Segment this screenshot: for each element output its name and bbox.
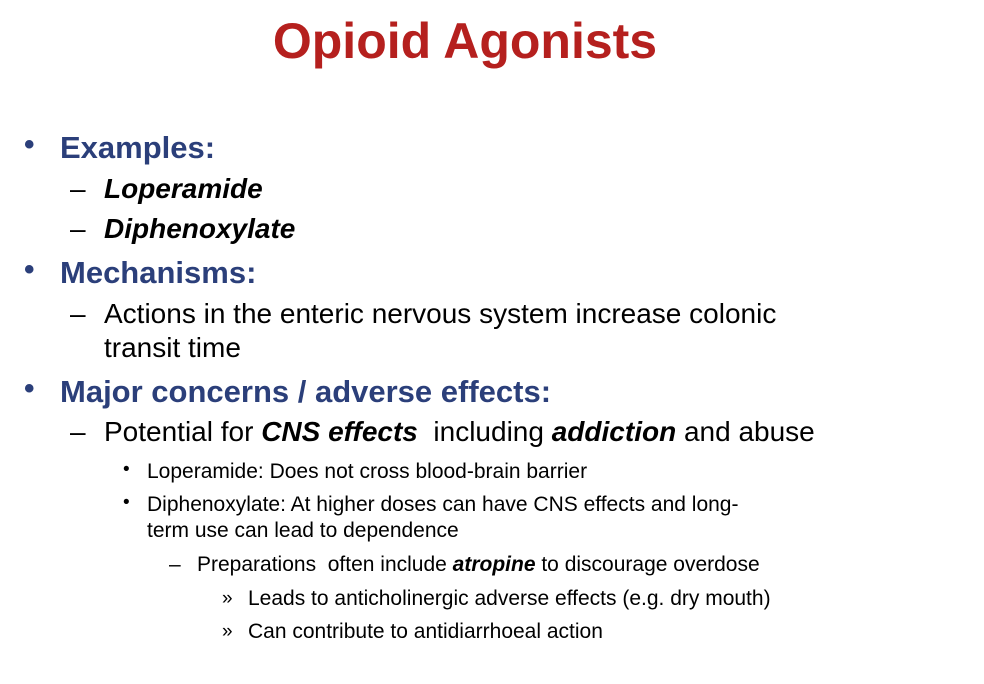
dash-icon: – <box>70 213 86 244</box>
bullet-icon: • <box>123 492 130 513</box>
potential-suffix: and abuse <box>676 416 815 447</box>
atropine-emphasis: atropine <box>452 553 536 576</box>
examples-heading: Examples: <box>60 130 216 165</box>
preparations-line <box>169 553 760 577</box>
concerns-heading-row <box>24 372 552 410</box>
mechanism-line-2: transit time <box>104 332 241 363</box>
loperamide-text: Loperamide: Does not cross blood-brain barrier <box>147 460 588 483</box>
example-loperamide: Loperamide <box>104 173 263 204</box>
chevron-double-right-icon: » <box>222 621 233 642</box>
examples-heading-row <box>24 128 216 166</box>
preparations-suffix: to discourage overdose <box>535 553 760 576</box>
list-item <box>70 173 263 205</box>
diphenoxylate-bullet <box>123 492 739 517</box>
sub-item-1 <box>222 587 771 611</box>
preparations-prefix: Preparations often include <box>197 553 453 576</box>
dash-icon: – <box>169 553 181 576</box>
sub-item-2 <box>222 620 603 644</box>
mechanisms-heading: Mechanisms: <box>60 255 257 290</box>
bullet-icon: • <box>24 372 35 405</box>
example-diphenoxylate: Diphenoxylate <box>104 213 296 244</box>
diphenoxylate-text-2: term use can lead to dependence <box>147 519 459 542</box>
bullet-icon: • <box>24 253 35 286</box>
list-item <box>70 213 296 245</box>
bullet-icon: • <box>123 459 130 480</box>
bullet-icon: • <box>24 128 35 161</box>
dash-icon: – <box>70 416 86 447</box>
diphenoxylate-text-1: Diphenoxylate: At higher doses can have CNS effects and long- <box>147 493 739 516</box>
mechanism-text-1: Actions in the enteric nervous system increase colonic <box>104 298 777 329</box>
potential-middle: including <box>417 416 552 447</box>
dash-icon: – <box>70 173 86 204</box>
slide-title: Opioid Agonists <box>272 13 658 69</box>
cns-effects-emphasis: CNS effects <box>261 416 418 447</box>
concerns-heading: Major concerns / adverse effects: <box>60 374 552 409</box>
chevron-double-right-icon: » <box>222 588 233 609</box>
addiction-emphasis: addiction <box>551 416 677 447</box>
sub-item-text-2: Can contribute to antidiarrhoeal action <box>248 620 603 643</box>
mechanism-line-1 <box>70 298 777 330</box>
sub-item-text-1: Leads to anticholinergic adverse effects (e.g. dry mouth) <box>248 587 771 610</box>
potential-prefix: Potential for <box>104 416 262 447</box>
mechanisms-heading-row <box>24 253 257 291</box>
potential-line <box>70 416 815 448</box>
loperamide-bullet <box>123 459 588 484</box>
dash-icon: – <box>70 298 86 329</box>
